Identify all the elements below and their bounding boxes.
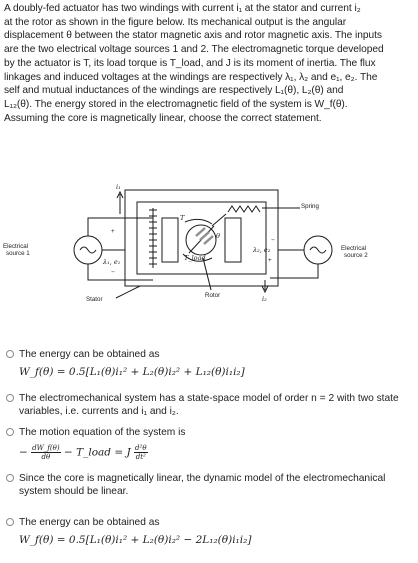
label-torque-t: T	[180, 214, 185, 222]
label-electrical-source-2-line1: Electrical	[341, 245, 367, 252]
label-minus-stator: −	[111, 269, 115, 276]
spring-zigzag	[228, 206, 260, 212]
label-minus-rotor: −	[271, 237, 275, 244]
option-1[interactable]	[4, 348, 414, 379]
fraction-d2theta-dt2: $\frac{\text{d²θ}}{\text{dt²}}$	[135, 444, 147, 461]
option-2[interactable]	[4, 392, 414, 418]
source-1-lead-top	[88, 218, 153, 236]
question-line: linkages and induced voltages at the windings are respectively λ₁, λ₂ and e₁, e₂. The	[4, 71, 378, 83]
actuator-diagram	[0, 178, 418, 338]
question-line: A doubly-fed actuator has two windings with current i₁ at the stator and current i₂	[4, 3, 361, 14]
label-stator: Stator	[86, 296, 103, 303]
radio-button[interactable]	[6, 428, 14, 436]
label-lambda2-e2: λ₂, e₂	[253, 246, 271, 254]
label-spring: Spring	[301, 203, 319, 210]
torque-t-arc	[185, 219, 212, 224]
label-rotor: Rotor	[205, 292, 221, 299]
option-5[interactable]	[4, 516, 414, 547]
option-text: The electromechanical system has a state-space model of order n = 2 with two state variables, i.e. currents and i₁ and i₂.	[19, 393, 399, 417]
option-text: The energy can be obtained as	[19, 517, 160, 528]
question-line: L₁₂(θ). The energy stored in the electromagnetic field of the system is W_f(θ).	[4, 98, 348, 110]
question-line: are the two electrical voltage sources 1 and 2. The electromagnetic torque developed	[4, 44, 384, 56]
radio-button[interactable]	[6, 394, 14, 402]
source-1-lead-bottom	[88, 264, 153, 280]
question-line: by the actuator is T, its load torque is T_load, and J is its moment of inertia. The flux	[4, 57, 376, 69]
stator-leader	[116, 286, 140, 298]
rotor-shaft	[212, 214, 226, 226]
label-plus-rotor: +	[268, 257, 272, 264]
option-text: The energy can be obtained as	[19, 349, 160, 360]
option-3[interactable]	[4, 426, 414, 461]
radio-button[interactable]	[6, 474, 14, 482]
question-line: at the rotor as shown in the figure below. Its mechanical output is the angular	[4, 16, 347, 28]
label-plus-stator: +	[111, 228, 115, 235]
question-line: displacement θ between the stator magnetic axis and rotor magnetic axis. The inputs	[4, 30, 382, 42]
label-torque-load: T_load	[184, 254, 206, 262]
radio-button[interactable]	[6, 350, 14, 358]
stator-right-pole	[225, 218, 241, 262]
option-formula: W_f(θ) = 0.5[L₁(θ)i₁² + L₂(θ)i₂² + L₁₂(θ)i₁i₂]	[19, 366, 245, 378]
actuator-figure	[0, 178, 418, 338]
label-electrical-source-1-line1: Electrical	[3, 243, 29, 250]
fraction-dwf-dtheta: $\frac{dW\_f(\theta)}{d\theta}$	[32, 444, 60, 461]
motion-equation: − $\frac{dW\_f(\theta)}{d\theta}$ − T_load = J $\frac{\text{d²θ}}{\text{dt²}}$	[19, 444, 147, 461]
question-line: Assuming the core is magnetically linear, choose the correct statement.	[4, 112, 322, 124]
option-text: The motion equation of the system is	[19, 427, 186, 438]
label-electrical-source-1-line2: source 1	[6, 250, 30, 257]
question-text	[4, 2, 414, 125]
radio-button[interactable]	[6, 518, 14, 526]
label-lambda1-e1: λ₁, e₁	[103, 258, 121, 266]
label-electrical-source-2-line2: source 2	[344, 252, 368, 259]
equation-middle: − T_load = J	[63, 446, 131, 459]
source-2-lead-bottom	[270, 264, 318, 278]
label-theta: θ	[216, 232, 220, 240]
option-formula: W_f(θ) = 0.5[L₁(θ)i₁² + L₂(θ)i₂² − 2L₁₂(θ)i₁i₂]	[19, 534, 252, 546]
option-text: Since the core is magnetically linear, the dynamic model of the electromechanical system should be linear.	[19, 473, 386, 497]
label-i2: i₂	[262, 295, 267, 303]
label-i1: i₁	[116, 183, 121, 191]
stator-left-pole	[162, 218, 178, 262]
question-line: self and mutual inductances of the windings are respectively L₁(θ), L₂(θ) and	[4, 85, 344, 97]
option-4[interactable]	[4, 472, 414, 498]
